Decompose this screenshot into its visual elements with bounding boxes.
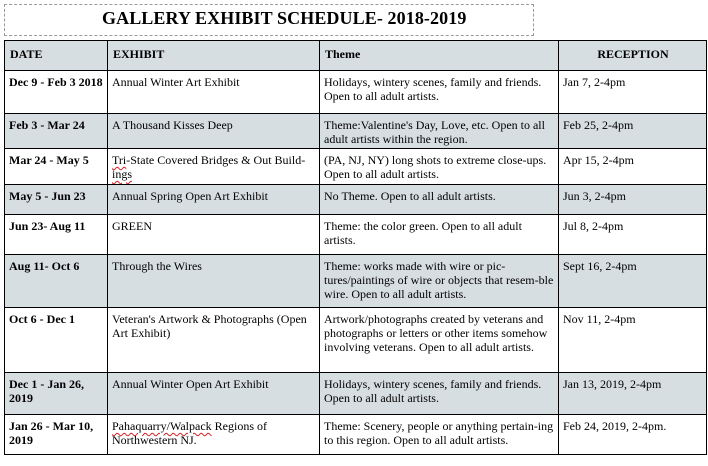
theme-cell: Holidays, wintery scenes, family and friends. Open to all adult artists.: [320, 373, 559, 415]
header-date: DATE: [5, 41, 108, 71]
date-cell: Dec 1 - Jan 26, 2019: [5, 373, 108, 415]
reception-cell: Jan 13, 2019, 2-4pm: [559, 373, 707, 415]
reception-cell: Jan 7, 2-4pm: [559, 71, 707, 114]
reception-cell: Feb 25, 2-4pm: [559, 114, 707, 149]
reception-cell: Jun 3, 2-4pm: [559, 185, 707, 215]
reception-cell: Sept 16, 2-4pm: [559, 255, 707, 308]
theme-cell: Holidays, wintery scenes, family and friends. Open to all adult artists.: [320, 71, 559, 114]
exhibit-cell: Through the Wires: [108, 255, 320, 308]
reception-cell: Jul 8, 2-4pm: [559, 215, 707, 255]
table-row: [5, 114, 707, 149]
table-row: [5, 308, 707, 373]
exhibit-text: -State Covered Bridges & Out Build-: [126, 153, 306, 167]
spellcheck-word: Tri: [112, 153, 127, 167]
theme-cell: Theme: works made with wire or pic-tures/paintings of wire or objects that resem-ble wire. Open to all adult artists.: [320, 255, 559, 308]
theme-cell: Theme: the color green. Open to all adult artists.: [320, 215, 559, 255]
date-cell: May 5 - Jun 23: [5, 185, 108, 215]
header-exhibit: EXHIBIT: [108, 41, 320, 71]
theme-cell: Theme:Valentine's Day, Love, etc. Open to all adult artists within the region.: [320, 114, 559, 149]
exhibit-cell: [108, 415, 320, 455]
table-row: [5, 149, 707, 185]
date-cell: Aug 11- Oct 6: [5, 255, 108, 308]
date-cell: Jun 23- Aug 11: [5, 215, 108, 255]
exhibit-text: Regions of Northwestern NJ.: [112, 419, 267, 447]
exhibit-cell: [108, 149, 320, 185]
header-reception: RECEPTION: [559, 41, 707, 71]
table-row: [5, 415, 707, 455]
date-cell: Oct 6 - Dec 1: [5, 308, 108, 373]
date-cell: Feb 3 - Mar 24: [5, 114, 108, 149]
table-row: [5, 373, 707, 415]
theme-cell: Artwork/photographs created by veterans and photographs or letters or other items somehow involving veterans. Open to all adult artists.: [320, 308, 559, 373]
header-theme: Theme: [320, 41, 559, 71]
date-cell: Mar 24 - May 5: [5, 149, 108, 185]
theme-cell: Theme: Scenery, people or anything pertain-ing to this region. Open to all adult artists.: [320, 415, 559, 455]
reception-cell: Feb 24, 2019, 2-4pm.: [559, 415, 707, 455]
reception-cell: Apr 15, 2-4pm: [559, 149, 707, 185]
table-row: [5, 185, 707, 215]
date-cell: Dec 9 - Feb 3 2018: [5, 71, 108, 114]
header-row: [5, 41, 707, 71]
exhibit-cell: GREEN: [108, 215, 320, 255]
page-title: GALLERY EXHIBIT SCHEDULE- 2018-2019: [102, 8, 467, 28]
theme-cell: (PA, NJ, NY) long shots to extreme close-ups. Open to all adult artists.: [320, 149, 559, 185]
spellcheck-word: ings: [112, 167, 133, 181]
schedule-table: [4, 40, 707, 455]
reception-cell: Nov 11, 2-4pm: [559, 308, 707, 373]
table-row: [5, 215, 707, 255]
exhibit-cell: Annual Winter Open Art Exhibit: [108, 373, 320, 415]
table-row: [5, 255, 707, 308]
date-cell: Jan 26 - Mar 10, 2019: [5, 415, 108, 455]
theme-cell: No Theme. Open to all adult artists.: [320, 185, 559, 215]
exhibit-cell: A Thousand Kisses Deep: [108, 114, 320, 149]
spellcheck-word: Pahaquarry/Walpack: [112, 419, 212, 433]
exhibit-cell: Annual Winter Art Exhibit: [108, 71, 320, 114]
exhibit-cell: Annual Spring Open Art Exhibit: [108, 185, 320, 215]
table-row: [5, 71, 707, 114]
exhibit-cell: Veteran's Artwork & Photographs (Open Art Exhibit): [108, 308, 320, 373]
